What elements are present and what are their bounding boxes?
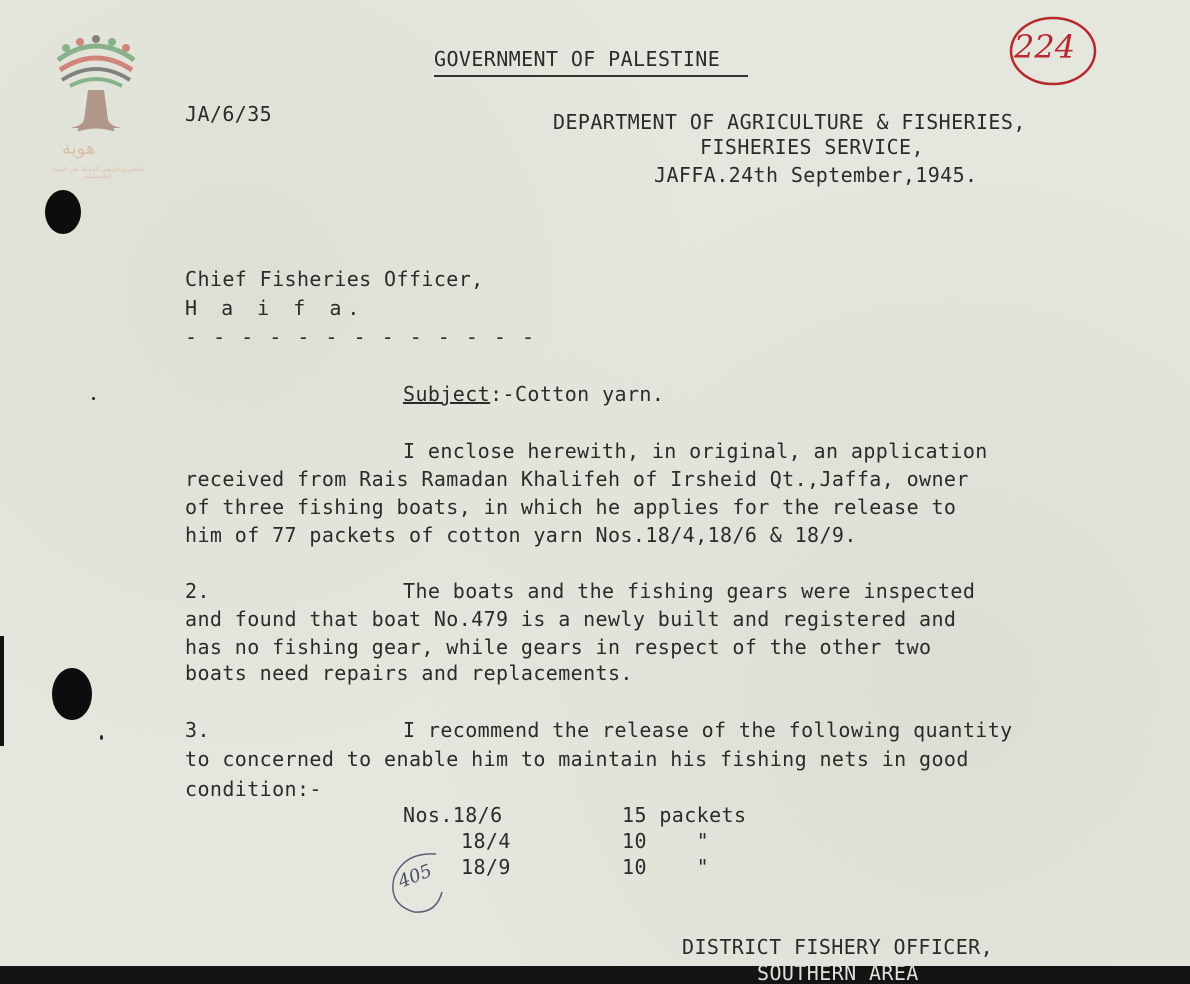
punch-hole-bottom bbox=[52, 668, 92, 720]
subject-label: Subject bbox=[403, 382, 491, 406]
ink-speck bbox=[100, 735, 103, 740]
watermark-caption: المشروع الوطني للحفاظ على الهوية الفلسطينية bbox=[52, 166, 144, 180]
punch-hole-top bbox=[45, 190, 81, 234]
watermark-script: هوية bbox=[62, 138, 96, 159]
yarn-number: 18/9 bbox=[461, 855, 511, 879]
letter-heading: GOVERNMENT OF PALESTINE bbox=[434, 49, 748, 77]
page-number-stamp: 224 bbox=[1014, 28, 1076, 66]
paragraph-3-line: condition:- bbox=[185, 777, 322, 801]
paragraph-3-line: to concerned to enable him to maintain his fishing nets in good bbox=[185, 747, 969, 771]
paragraph-1-line: of three fishing boats, in which he applies for the release to bbox=[185, 495, 957, 519]
paragraph-1-line: received from Rais Ramadan Khalifeh of Irsheid Qt.,Jaffa, owner bbox=[185, 467, 969, 491]
yarn-number: Nos.18/6 bbox=[403, 803, 503, 827]
paragraph-2-line: and found that boat No.479 is a newly built and registered and bbox=[185, 607, 957, 631]
subject-text: :-Cotton yarn. bbox=[490, 382, 665, 406]
subject-line bbox=[403, 384, 664, 404]
addressee-rule: - - - - - - - - - - - - - bbox=[185, 325, 537, 349]
paragraph-3-number: 3. bbox=[185, 718, 210, 742]
paragraph-1-line: him of 77 packets of cotton yarn Nos.18/4,18/6 & 18/9. bbox=[185, 523, 857, 547]
scan-edge-shadow bbox=[0, 636, 4, 746]
paragraph-3-line: I recommend the release of the following quantity bbox=[403, 718, 1013, 742]
department-line-1: DEPARTMENT OF AGRICULTURE & FISHERIES, bbox=[553, 110, 1026, 134]
packet-quantity: 10 " bbox=[622, 855, 710, 879]
signature-title: DISTRICT FISHERY OFFICER, bbox=[682, 935, 994, 959]
paragraph-2-number: 2. bbox=[185, 579, 210, 603]
paragraph-2-line: boats need repairs and replacements. bbox=[185, 661, 633, 685]
reference-number: JA/6/35 bbox=[185, 102, 273, 126]
watermark-tree-logo bbox=[48, 34, 144, 184]
department-line-2: FISHERIES SERVICE, bbox=[700, 135, 924, 159]
addressee-title: Chief Fisheries Officer, bbox=[185, 267, 484, 291]
pencil-annotation: 405 bbox=[395, 860, 436, 893]
scan-bottom-edge bbox=[0, 966, 1190, 984]
packet-quantity: 15 packets bbox=[622, 803, 747, 827]
ink-speck bbox=[92, 397, 95, 400]
date-line: JAFFA.24th September,1945. bbox=[654, 163, 978, 187]
paragraph-2-line: The boats and the fishing gears were inspected bbox=[403, 579, 976, 603]
paragraph-2-line: has no fishing gear, while gears in respect of the other two bbox=[185, 635, 932, 659]
signature-area: SOUTHERN AREA bbox=[757, 961, 919, 984]
yarn-number: 18/4 bbox=[461, 829, 511, 853]
packet-quantity: 10 " bbox=[622, 829, 710, 853]
paragraph-1-line: I enclose herewith, in original, an application bbox=[403, 439, 988, 463]
addressee-city: H a i f a. bbox=[185, 296, 366, 320]
